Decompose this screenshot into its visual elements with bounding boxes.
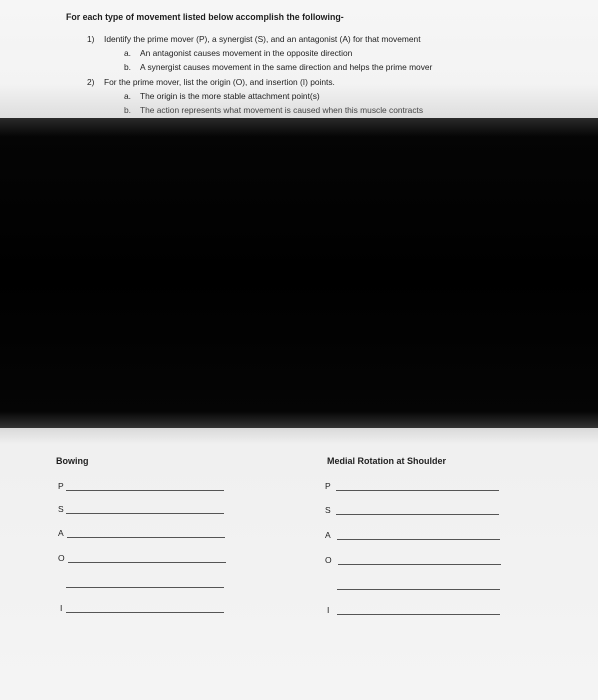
left-insertion-label: I bbox=[60, 603, 63, 613]
instruction-2-number: 2) bbox=[87, 77, 95, 87]
right-synergist-label: S bbox=[325, 505, 331, 515]
instruction-2-text: For the prime mover, list the origin (O), and insertion (I) points. bbox=[104, 77, 335, 87]
left-synergist-line[interactable] bbox=[66, 513, 224, 514]
right-synergist-line[interactable] bbox=[336, 514, 499, 515]
right-origin-line-1[interactable] bbox=[338, 564, 501, 565]
left-origin-line-1[interactable] bbox=[68, 562, 226, 563]
redacted-region bbox=[0, 118, 598, 430]
left-movement-title: Bowing bbox=[56, 456, 89, 466]
instructions-heading: For each type of movement listed below accomplish the following- bbox=[66, 12, 344, 22]
right-movement-title: Medial Rotation at Shoulder bbox=[327, 456, 447, 466]
right-origin-line-2[interactable] bbox=[337, 589, 500, 590]
instruction-1b-letter: b. bbox=[124, 62, 131, 72]
instruction-1-text: Identify the prime mover (P), a synergist (S), and an antagonist (A) for that movement bbox=[104, 34, 421, 44]
left-origin-line-2[interactable] bbox=[66, 587, 224, 588]
instruction-1a-letter: a. bbox=[124, 48, 131, 58]
instruction-2a-letter: a. bbox=[124, 91, 131, 101]
right-origin-label: O bbox=[325, 555, 332, 565]
right-prime-mover-line[interactable] bbox=[336, 490, 499, 491]
worksheet-page-bottom bbox=[0, 428, 598, 700]
left-antagonist-line[interactable] bbox=[67, 537, 225, 538]
left-synergist-label: S bbox=[58, 504, 64, 514]
left-insertion-line[interactable] bbox=[66, 612, 224, 613]
right-insertion-line[interactable] bbox=[337, 614, 500, 615]
left-antagonist-label: A bbox=[58, 528, 64, 538]
instruction-2b-letter: b. bbox=[124, 105, 131, 115]
instruction-1b-text: A synergist causes movement in the same direction and helps the prime mover bbox=[140, 62, 433, 72]
instruction-1a-text: An antagonist causes movement in the opposite direction bbox=[140, 48, 353, 58]
instruction-2b-text: The action represents what movement is caused when this muscle contracts bbox=[140, 105, 424, 115]
instruction-2a-text: The origin is the more stable attachment point(s) bbox=[140, 91, 320, 101]
right-prime-mover-label: P bbox=[325, 481, 331, 491]
left-prime-mover-label: P bbox=[58, 481, 64, 491]
left-origin-label: O bbox=[58, 553, 65, 563]
right-insertion-label: I bbox=[327, 605, 330, 615]
right-antagonist-line[interactable] bbox=[337, 539, 500, 540]
instruction-1-number: 1) bbox=[87, 34, 95, 44]
left-prime-mover-line[interactable] bbox=[66, 490, 224, 491]
right-antagonist-label: A bbox=[325, 530, 331, 540]
